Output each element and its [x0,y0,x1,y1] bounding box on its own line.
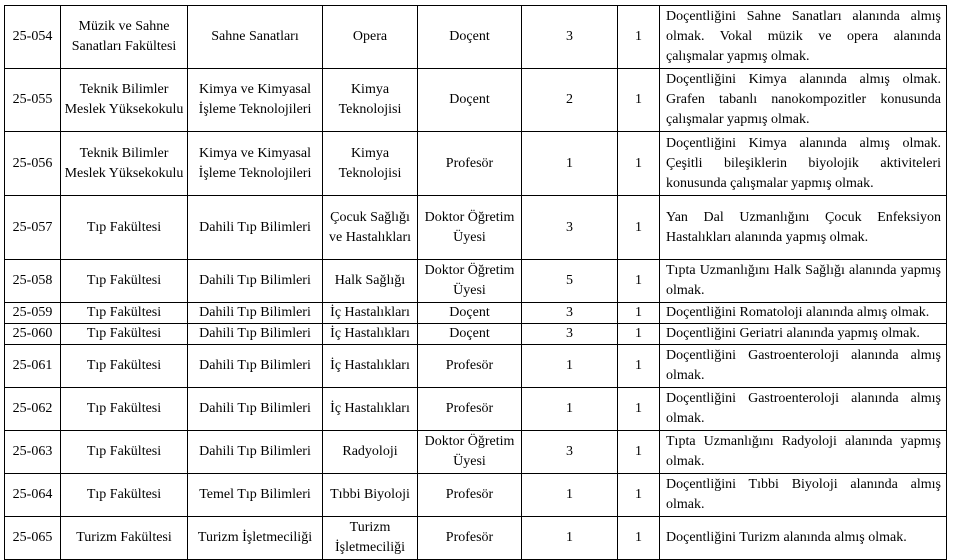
table-row [5,345,947,388]
department-cell: Sahne Sanatları [188,6,323,69]
requirement-cell: Doçentliğini Romatoloji alanında almış olmak. [660,303,947,324]
position-code: 25-060 [5,324,61,345]
table-row [5,324,947,345]
count-cell: 1 [618,196,660,260]
title-cell: Doktor Öğretim Üyesi [418,196,522,260]
table-row [5,6,947,69]
unit-cell: Tıp Fakültesi [61,388,188,431]
unit-cell: Turizm Fakültesi [61,517,188,560]
table-row [5,132,947,196]
position-code: 25-062 [5,388,61,431]
table-row [5,303,947,324]
requirement-cell: Doçentliğini Kimya alanında almış olmak. Grafen tabanlı nanokompozitler konusunda çalışmalar yapmış olmak. [660,69,947,132]
position-code: 25-063 [5,431,61,474]
unit-cell: Tıp Fakültesi [61,345,188,388]
table-row [5,474,947,517]
program-cell: Kimya Teknolojisi [323,132,418,196]
title-cell: Doçent [418,324,522,345]
position-code: 25-056 [5,132,61,196]
count-cell: 1 [618,6,660,69]
table-row [5,517,947,560]
count-cell: 1 [618,517,660,560]
degree-cell: 3 [522,431,618,474]
position-code: 25-059 [5,303,61,324]
position-code: 25-064 [5,474,61,517]
position-code: 25-054 [5,6,61,69]
program-cell: Turizm İşletmeciliği [323,517,418,560]
unit-cell: Tıp Fakültesi [61,431,188,474]
unit-cell: Tıp Fakültesi [61,260,188,303]
title-cell: Doçent [418,6,522,69]
program-cell: İç Hastalıkları [323,324,418,345]
requirement-cell: Doçentliğini Sahne Sanatları alanında almış olmak. Vokal müzik ve opera alanında çalışmalar yapmış olmak. [660,6,947,69]
count-cell: 1 [618,303,660,324]
degree-cell: 3 [522,303,618,324]
department-cell: Dahili Tıp Bilimleri [188,431,323,474]
program-cell: Çocuk Sağlığı ve Hastalıkları [323,196,418,260]
department-cell: Dahili Tıp Bilimleri [188,345,323,388]
table-row [5,196,947,260]
degree-cell: 1 [522,132,618,196]
title-cell: Profesör [418,388,522,431]
position-code: 25-058 [5,260,61,303]
unit-cell: Tıp Fakültesi [61,474,188,517]
department-cell: Kimya ve Kimyasal İşleme Teknolojileri [188,132,323,196]
degree-cell: 2 [522,69,618,132]
count-cell: 1 [618,132,660,196]
unit-cell: Teknik Bilimler Meslek Yüksekokulu [61,69,188,132]
requirement-cell: Yan Dal Uzmanlığını Çocuk Enfeksiyon Hastalıkları alanında yapmış olmak. [660,196,947,260]
program-cell: Kimya Teknolojisi [323,69,418,132]
program-cell: İç Hastalıkları [323,303,418,324]
program-cell: İç Hastalıkları [323,388,418,431]
title-cell: Doktor Öğretim Üyesi [418,260,522,303]
degree-cell: 1 [522,474,618,517]
title-cell: Profesör [418,132,522,196]
program-cell: Halk Sağlığı [323,260,418,303]
department-cell: Dahili Tıp Bilimleri [188,303,323,324]
degree-cell: 3 [522,196,618,260]
table-row [5,388,947,431]
department-cell: Dahili Tıp Bilimleri [188,260,323,303]
unit-cell: Teknik Bilimler Meslek Yüksekokulu [61,132,188,196]
department-cell: Dahili Tıp Bilimleri [188,324,323,345]
program-cell: Radyoloji [323,431,418,474]
degree-cell: 5 [522,260,618,303]
department-cell: Kimya ve Kimyasal İşleme Teknolojileri [188,69,323,132]
degree-cell: 3 [522,324,618,345]
title-cell: Doçent [418,303,522,324]
title-cell: Doçent [418,69,522,132]
requirement-cell: Doçentliğini Kimya alanında almış olmak. Çeşitli bileşiklerin biyolojik aktiviteleri konusunda çalışmalar yapmış olmak. [660,132,947,196]
position-code: 25-061 [5,345,61,388]
table-row [5,69,947,132]
count-cell: 1 [618,388,660,431]
unit-cell: Tıp Fakültesi [61,196,188,260]
requirement-cell: Doçentliğini Geriatri alanında yapmış olmak. [660,324,947,345]
positions-table [4,5,947,560]
requirement-cell: Doçentliğini Tıbbi Biyoloji alanında almış olmak. [660,474,947,517]
position-code: 25-057 [5,196,61,260]
degree-cell: 3 [522,6,618,69]
table-row [5,431,947,474]
department-cell: Temel Tıp Bilimleri [188,474,323,517]
degree-cell: 1 [522,388,618,431]
unit-cell: Tıp Fakültesi [61,324,188,345]
requirement-cell: Doçentliğini Gastroenteroloji alanında almış olmak. [660,345,947,388]
department-cell: Dahili Tıp Bilimleri [188,196,323,260]
count-cell: 1 [618,431,660,474]
program-cell: İç Hastalıkları [323,345,418,388]
requirement-cell: Tıpta Uzmanlığını Halk Sağlığı alanında yapmış olmak. [660,260,947,303]
count-cell: 1 [618,474,660,517]
requirement-cell: Doçentliğini Gastroenteroloji alanında almış olmak. [660,388,947,431]
department-cell: Turizm İşletmeciliği [188,517,323,560]
title-cell: Profesör [418,517,522,560]
unit-cell: Müzik ve Sahne Sanatları Fakültesi [61,6,188,69]
count-cell: 1 [618,324,660,345]
requirement-cell: Doçentliğini Turizm alanında almış olmak. [660,517,947,560]
department-cell: Dahili Tıp Bilimleri [188,388,323,431]
position-code: 25-055 [5,69,61,132]
program-cell: Tıbbi Biyoloji [323,474,418,517]
degree-cell: 1 [522,345,618,388]
unit-cell: Tıp Fakültesi [61,303,188,324]
table-row [5,260,947,303]
program-cell: Opera [323,6,418,69]
position-code: 25-065 [5,517,61,560]
count-cell: 1 [618,345,660,388]
title-cell: Profesör [418,345,522,388]
degree-cell: 1 [522,517,618,560]
requirement-cell: Tıpta Uzmanlığını Radyoloji alanında yapmış olmak. [660,431,947,474]
title-cell: Profesör [418,474,522,517]
count-cell: 1 [618,260,660,303]
count-cell: 1 [618,69,660,132]
title-cell: Doktor Öğretim Üyesi [418,431,522,474]
